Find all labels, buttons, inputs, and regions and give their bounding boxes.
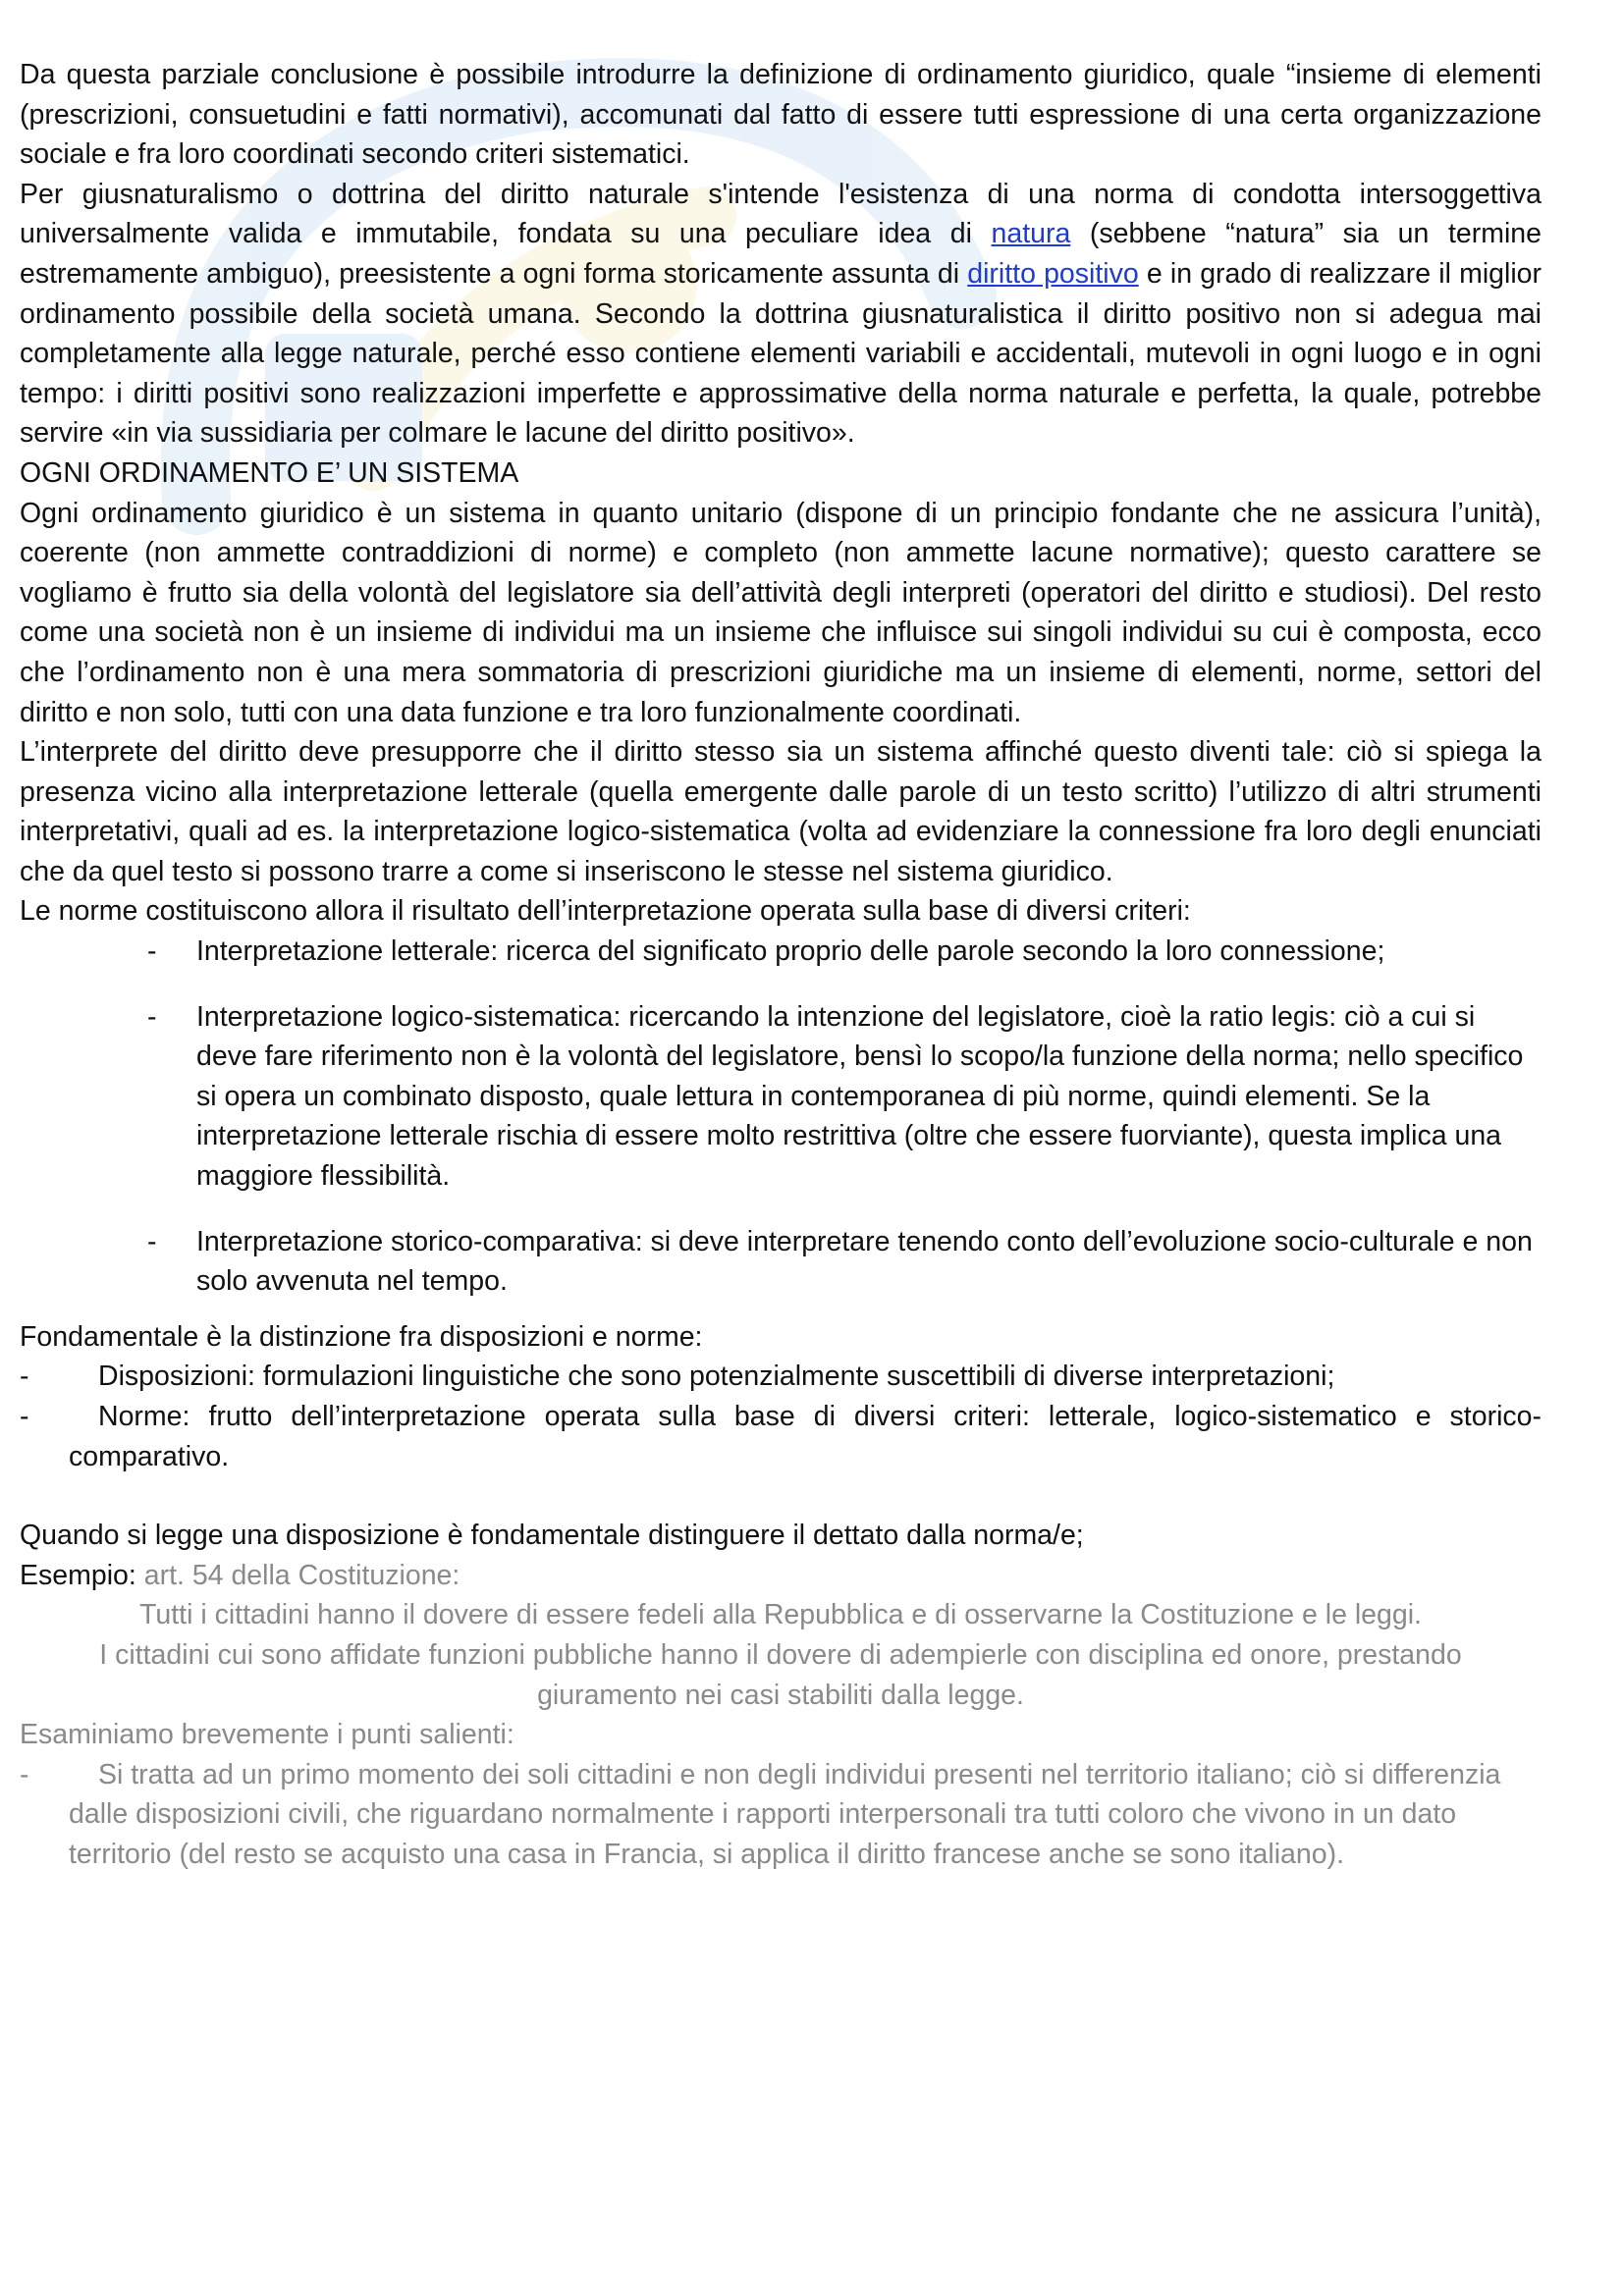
punti-list — [20, 1755, 1542, 1875]
paragraph-esempio — [20, 1556, 1542, 1596]
list-item — [20, 1222, 1542, 1302]
paragraph-ordinamento: Da questa parziale conclusione è possibile introdurre la definizione di ordinamento giuridico, quale “insieme di elementi (prescrizioni, consuetudini e fatti normativi), accomunati dal fatto di essere tutti espressione di una certa organizzazione sociale e fra loro coordinati secondo criteri sistematici. — [20, 59, 1542, 171]
criterio-text: Interpretazione logico-sistematica: ricercando la intenzione del legislatore, cioè la ratio legis: ciò a cui si deve fare riferimento non è la volontà del legislatore, bensì lo scopo/la funzione della norma; nello specifico si opera un combinato disposto, quale lettura in contemporanea di più norme, quindi elementi. Se la interpretazione letterale rischia di essere molto restrittiva (oltre che essere fuorviante), questa implica una maggiore flessibilità. — [196, 1000, 1524, 1193]
document-page — [20, 55, 1542, 1875]
list-item — [20, 1357, 1542, 1397]
dash-marker: - — [20, 1361, 29, 1393]
link-diritto-positivo[interactable]: diritto positivo — [967, 257, 1139, 290]
distinzione-list — [20, 1357, 1542, 1476]
paragraph-interprete: L’interprete del diritto deve presupporre che il diritto stesso sia un sistema affinché questo diventi tale: ciò si spiega la presenza vicino alla interpretazione letterale (quella emergente dalle parole di un testo scritto) l’utilizzo di altri strumenti interpretativi, quali ad es. la interpretazione logico-sistematica (volta ad evidenziare la connessione fra loro degli enunciati che da quel testo si possono trarre a come si inseriscono le stesse nel sistema giuridico. — [20, 736, 1542, 887]
giusnaturalismo-text-3: e in grado di realizzare il miglior ordinamento possibile della società umana. Secondo la dottrina giusnaturalistica il diritto positivo non si adegua mai completamente alla legge naturale, perché esso contiene elementi variabili e accidentali, mutevoli in ogni luogo e in ogni tempo: i diritti positivi sono realizzazioni imperfette e approssimative della norma naturale e perfetta, la quale, potrebbe servire «in via sussidiaria per colmare le lacune del diritto positivo». — [20, 257, 1542, 450]
dash-marker: - — [147, 935, 157, 968]
articolo-comma-1: Tutti i cittadini hanno il dovere di essere fedeli alla Repubblica e di osservarne la Costituzione e le leggi. — [139, 1599, 1422, 1631]
paragraph-criteri-intro: Le norme costituiscono allora il risultato dell’interpretazione operata sulla base di diversi criteri: — [20, 895, 1191, 928]
distinzione-text: Norme: frutto dell’interpretazione operata sulla base di diversi criteri: letterale, logico-sistematico e storico-comparativo. — [69, 1401, 1542, 1472]
dash-marker: - — [20, 1758, 29, 1790]
criterio-text: Interpretazione letterale: ricerca del significato proprio delle parole secondo la loro connessione; — [196, 935, 1385, 968]
paragraph-esaminiamo: Esaminiamo brevemente i punti salienti: — [20, 1719, 514, 1751]
list-item — [20, 932, 1542, 972]
list-item — [20, 997, 1542, 1197]
dash-marker: - — [147, 1225, 157, 1257]
dash-marker: - — [147, 1000, 157, 1033]
criteri-list — [20, 932, 1542, 1302]
giusnaturalismo-text-1: Per giusnaturalismo o dottrina del diritto naturale s'intende l'esistenza di una norma di condotta intersoggettiva universalmente valida e immutabile, fondata su una peculiare idea di — [20, 178, 1542, 250]
section-heading: OGNI ORDINAMENTO E’ UN SISTEMA — [20, 456, 519, 489]
list-item — [20, 1755, 1502, 1875]
paragraph-distinzione-intro: Fondamentale è la distinzione fra disposizioni e norme: — [20, 1320, 703, 1353]
list-item — [20, 1397, 1542, 1476]
paragraph-giusnaturalismo — [20, 175, 1542, 454]
paragraph-dettato: Quando si legge una disposizione è fondamentale distinguere il dettato dalla norma/e; — [20, 1520, 1084, 1552]
spacer — [20, 1476, 1542, 1516]
dash-marker: - — [20, 1401, 29, 1432]
giusnaturalismo-text-2: (sebbene “natura” sia un termine estremamente ambiguo), preesistente a ogni forma storicamente assunta di — [20, 218, 1542, 290]
criterio-text: Interpretazione storico-comparativa: si deve interpretare tenendo conto dell’evoluzione socio-culturale e non solo avvenuta nel tempo. — [196, 1225, 1533, 1298]
punto-text: Si tratta ad un primo momento dei soli cittadini e non degli individui presenti nel territorio italiano; ciò si differenzia dalle disposizioni civili, che riguardano normalmente i rapporti interpersonali tra tutti coloro che vivono in un dato territorio (del resto se acquisto una casa in Francia, si applica il diritto francese anche se sono italiano). — [69, 1758, 1501, 1870]
esempio-ref: art. 54 della Costituzione: — [135, 1559, 460, 1591]
paragraph-sistema: Ogni ordinamento giuridico è un sistema in quanto unitario (dispone di un principio fondante che ne assicura l’unità), coerente (non ammette contraddizioni di norme) e completo (non ammette lacune normative); questo carattere se vogliamo è frutto sia della volontà del legislatore sia dell’attività degli interpreti (operatori del diritto e studiosi). Del resto come una società non è un insieme di individui ma un insieme che influisce sui singoli individui su cui è composta, ecco che l’ordinamento non è una mera sommatoria di prescrizioni giuridiche ma un insieme di elementi, norme, settori del diritto e non solo, tutti con una data funzione e tra loro funzionalmente coordinati. — [20, 497, 1542, 728]
link-natura[interactable]: natura — [991, 218, 1071, 250]
articolo-comma-2: I cittadini cui sono affidate funzioni pubbliche hanno il dovere di adempierle con disciplina ed onore, prestando giuramento nei casi stabiliti dalla legge. — [99, 1638, 1462, 1711]
distinzione-text: Disposizioni: formulazioni linguistiche che sono potenzialmente suscettibili di diverse interpretazioni; — [98, 1361, 1335, 1393]
esempio-label: Esempio: — [20, 1559, 136, 1591]
